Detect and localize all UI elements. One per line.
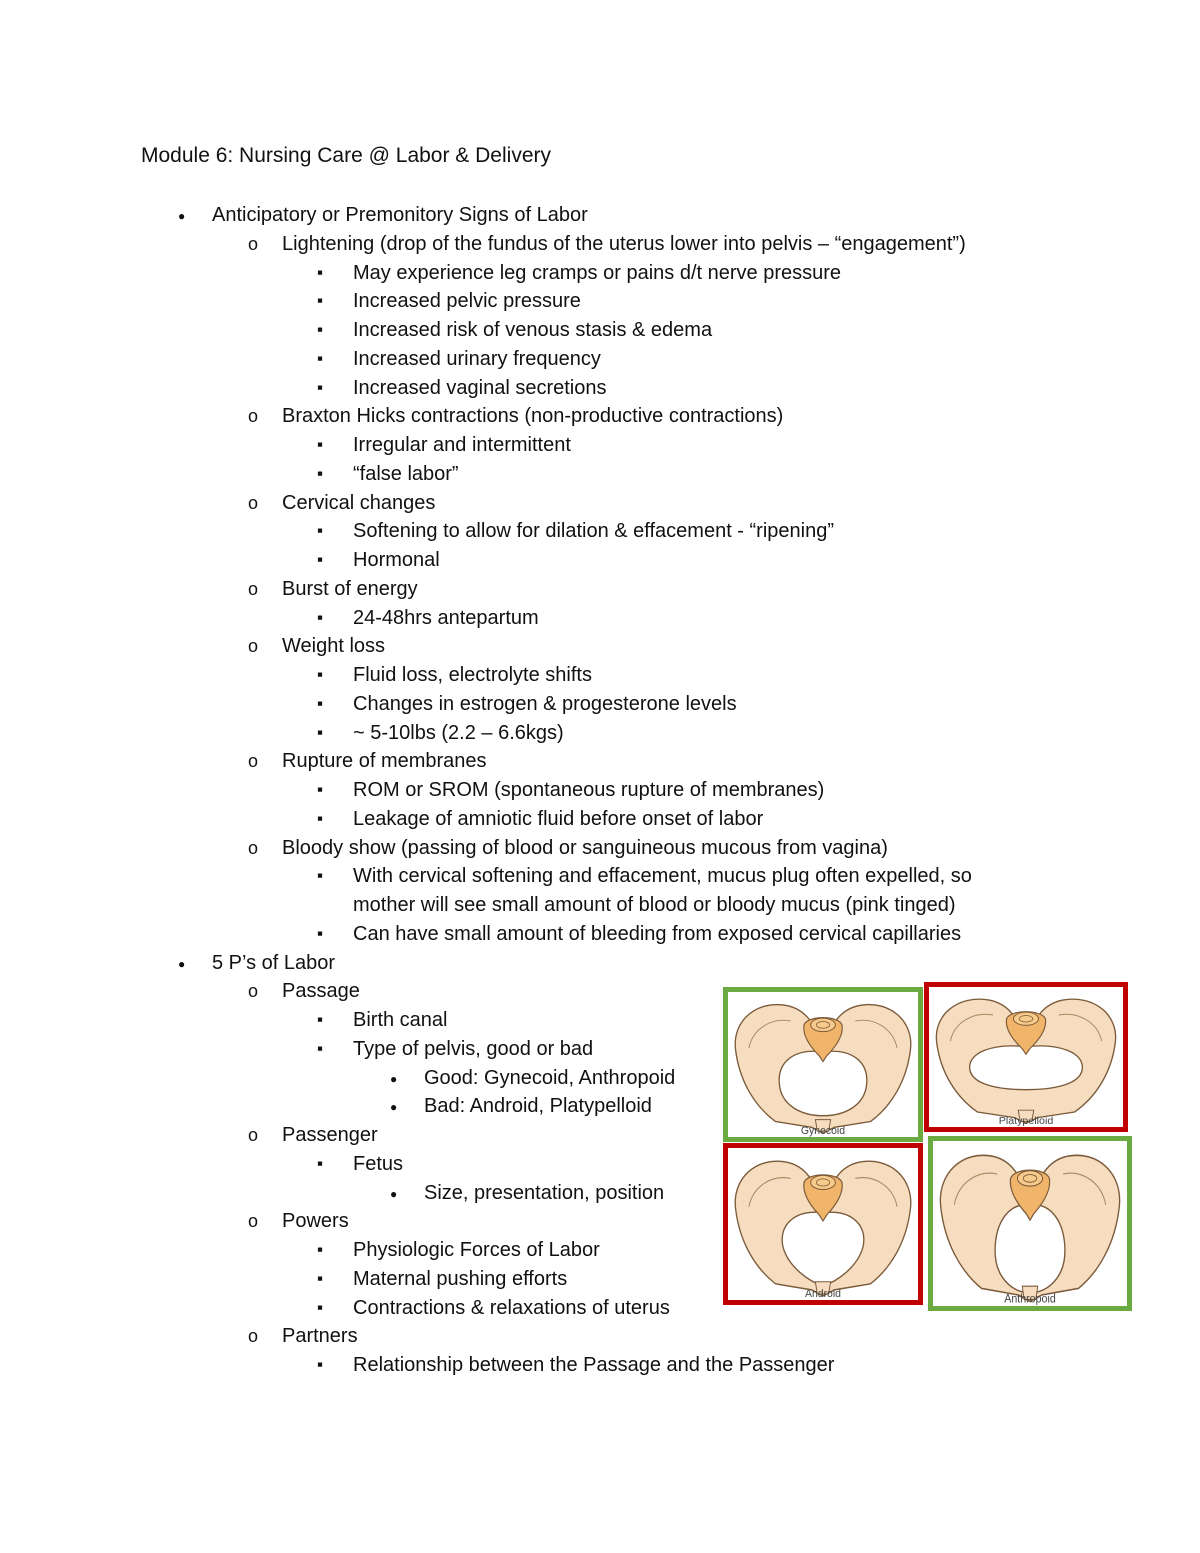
pelvis-caption: Gynecoid	[800, 1125, 846, 1137]
outline-line-level-3: ▪ Can have small amount of bleeding from exposed cervical capillaries	[353, 920, 961, 948]
vertebra-disc	[1017, 1171, 1042, 1186]
outline-line-level-2: o Powers	[282, 1207, 349, 1235]
outline-line-level-1: ● 5 P’s of Labor	[212, 949, 335, 977]
pelvis-caption: Anthropoid	[1004, 1293, 1056, 1306]
outline-line-level-3: ▪ Leakage of amniotic fluid before onset of labor	[353, 805, 763, 833]
outline-line-level-3: ▪ ~ 5-10lbs (2.2 – 6.6kgs)	[353, 719, 564, 747]
outline-line-level-3: ▪ Irregular and intermittent	[353, 431, 571, 459]
outline-line-level-3: ▪ Increased pelvic pressure	[353, 287, 581, 315]
pelvis-figure-gynecoid	[723, 987, 923, 1142]
outline-line-level-3: ▪ Hormonal	[353, 546, 440, 574]
outline-line-level-3: ▪ Fluid loss, electrolyte shifts	[353, 661, 592, 689]
outline-line-level-3: ▪ Increased urinary frequency	[353, 345, 601, 373]
outline-line-level-2: o Passenger	[282, 1121, 378, 1149]
outline-line-level-2: o Lightening (drop of the fundus of the uterus lower into pelvis – “engagement”)	[282, 230, 966, 258]
outline-line-level-3: ▪ Relationship between the Passage and the Passenger	[353, 1351, 834, 1379]
outline-line-level-2: o Cervical changes	[282, 489, 435, 517]
outline-line-level-2: o Partners	[282, 1322, 358, 1350]
pelvis-illustration	[929, 987, 1123, 1127]
pelvis-figure-platypelloid	[924, 982, 1128, 1132]
outline-line-level-4: ● Bad: Android, Platypelloid	[424, 1092, 652, 1120]
outline-line-level-4: ● Size, presentation, position	[424, 1179, 664, 1207]
document-title: Module 6: Nursing Care @ Labor & Delivery	[141, 144, 551, 167]
outline-line-level-2: o Braxton Hicks contractions (non-productive contractions)	[282, 402, 783, 430]
outline-line-level-3: ▪ Contractions & relaxations of uterus	[353, 1294, 670, 1322]
outline-line-level-3: ▪ Increased vaginal secretions	[353, 374, 606, 402]
outline-line-level-3: ▪ Increased risk of venous stasis & edema	[353, 316, 712, 344]
vertebra-disc	[1013, 1012, 1038, 1025]
vertebra-disc	[811, 1175, 836, 1189]
outline-line-level-3: ▪ Maternal pushing efforts	[353, 1265, 567, 1293]
outline-line-level-2: o Rupture of membranes	[282, 747, 487, 775]
outline-line-level-2: o Bloody show (passing of blood or sanguineous mucous from vagina)	[282, 834, 888, 862]
vertebra-disc	[811, 1018, 836, 1032]
outline-line-level-2: o Passage	[282, 977, 360, 1005]
outline-line-level-1: ● Anticipatory or Premonitory Signs of Labor	[212, 201, 588, 229]
pelvis-figure-anthropoid	[928, 1136, 1132, 1311]
outline-line-level-2: o Burst of energy	[282, 575, 418, 603]
outline-line-level-3: ▪ “false labor”	[353, 460, 459, 488]
pelvis-illustration	[728, 1148, 918, 1300]
outline-line-level-3: ▪ Changes in estrogen & progesterone levels	[353, 690, 737, 718]
outline-line-level-2: o Weight loss	[282, 632, 385, 660]
pelvis-figure-android	[723, 1143, 923, 1305]
outline-line-level-3: ▪ Fetus	[353, 1150, 403, 1178]
outline-line-level-3: ▪ With cervical softening and effacement, mucus plug often expelled, so	[353, 862, 972, 890]
pelvis-illustration	[933, 1141, 1127, 1306]
outline-line-level-3: ▪ ROM or SROM (spontaneous rupture of membranes)	[353, 776, 824, 804]
outline-line-level-3: ▪ Physiologic Forces of Labor	[353, 1236, 600, 1264]
outline-line-level-3: ▪ Birth canal	[353, 1006, 448, 1034]
outline-line-level-3: ▪ Softening to allow for dilation & effacement - “ripening”	[353, 517, 834, 545]
outline-line-level-4: ● Good: Gynecoid, Anthropoid	[424, 1064, 675, 1092]
pelvis-illustration	[728, 992, 918, 1137]
outline-line-level-3: ▪ May experience leg cramps or pains d/t nerve pressure	[353, 259, 841, 287]
outline-line-level-0: mother will see small amount of blood or bloody mucus (pink tinged)	[353, 894, 956, 916]
outline-line-level-3: ▪ 24-48hrs antepartum	[353, 604, 539, 632]
outline-line-level-3: ▪ Type of pelvis, good or bad	[353, 1035, 593, 1063]
pelvis-caption: Android	[805, 1287, 841, 1300]
pelvis-caption: Platypelloid	[998, 1116, 1054, 1127]
